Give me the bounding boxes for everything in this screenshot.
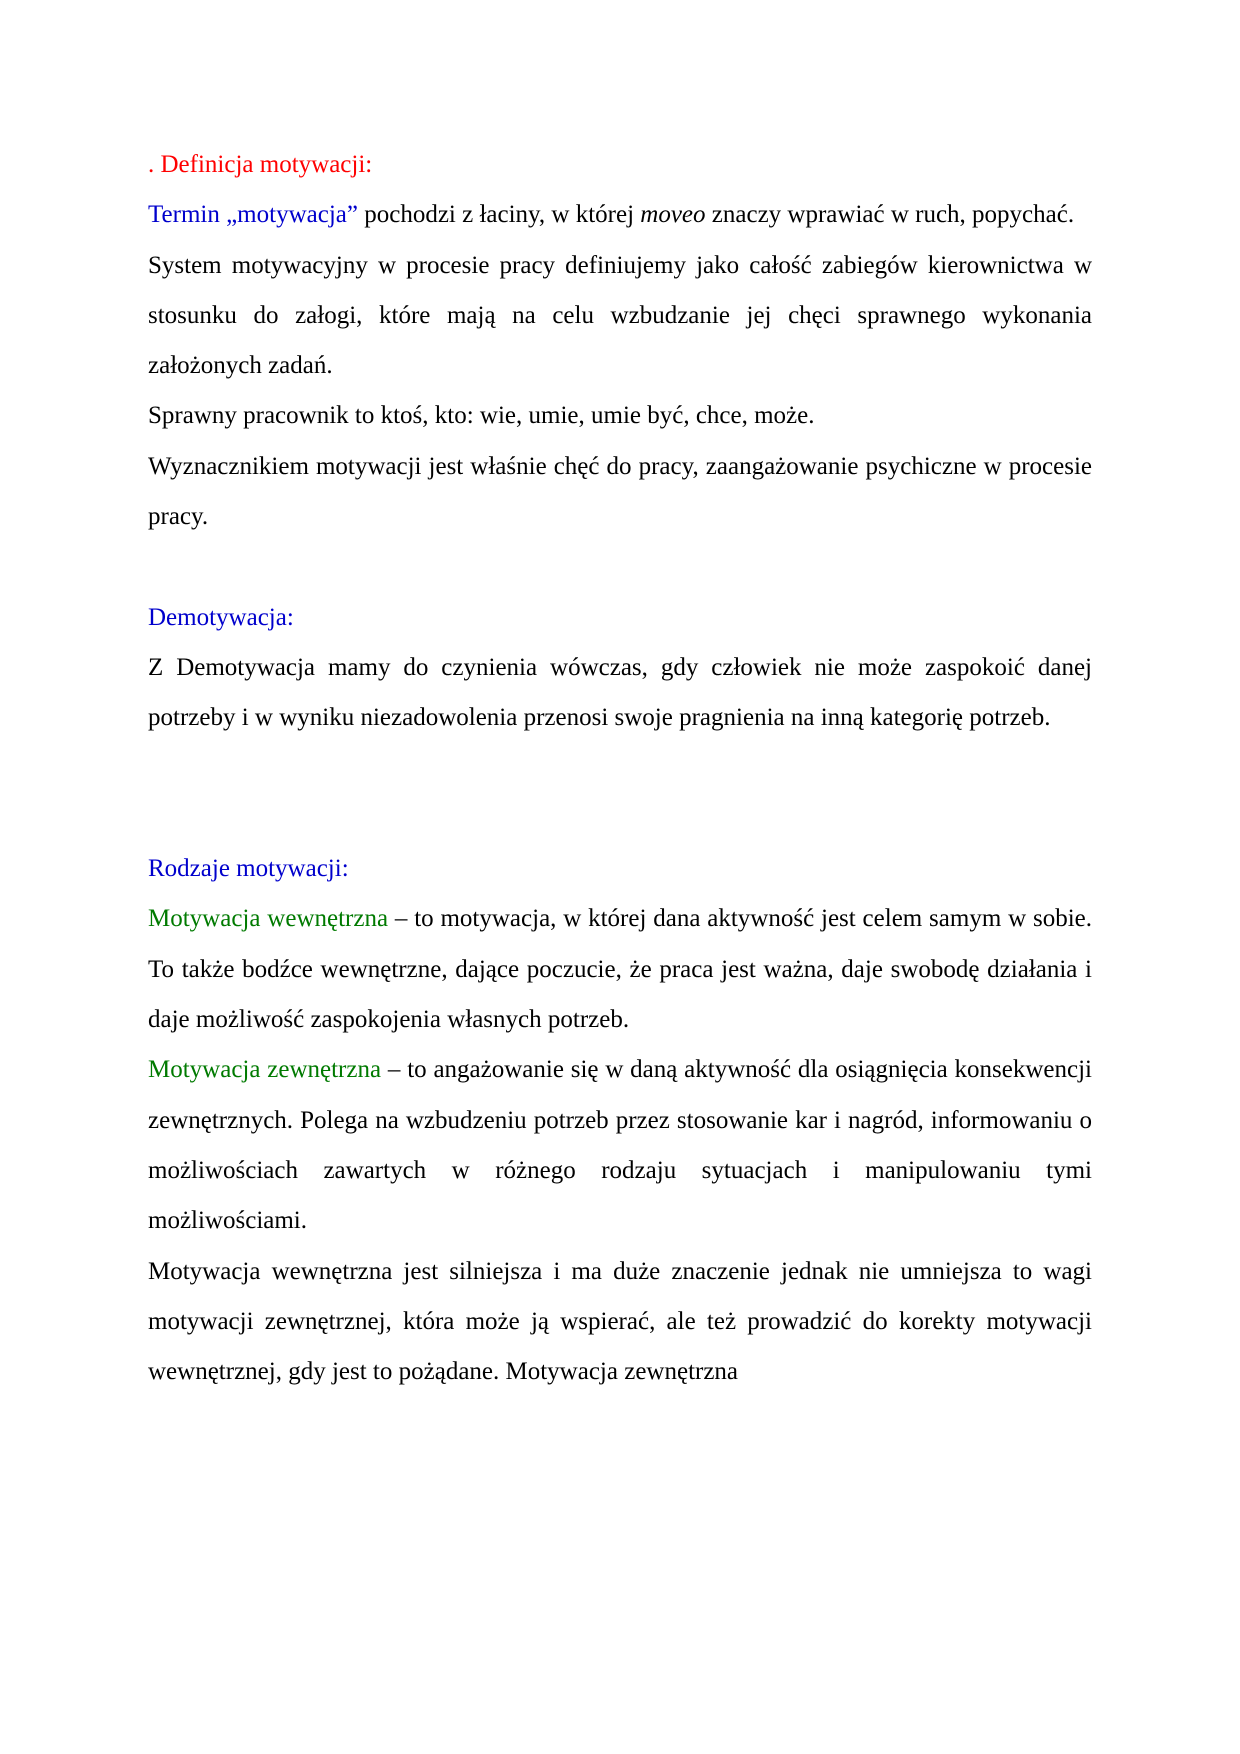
- term-extrinsic: Motywacja zewnętrzna: [148, 1056, 382, 1084]
- blank-line: [148, 794, 1092, 844]
- heading-definition: . Definicja motywacji:: [148, 151, 373, 178]
- blank-line: [148, 542, 1092, 592]
- document-body: [148, 140, 1092, 1397]
- paragraph-comparison: Motywacja wewnętrzna jest silniejsza i ma duże znaczenie jednak nie umniejsza to wagi motywacji zewnętrznej, która może ją wspierać, ale też prowadzić do korekty motywacji wewnętrznej, gdy jest to pożądane. Motywacja zewnętrzna: [148, 1257, 1092, 1386]
- paragraph-system: System motywacyjny w procesie pracy definiujemy jako całość zabiegów kierownictwa w stosunku do załogi, które mają na celu wzbudzanie jej chęci sprawnego wykonania założonych zadań.: [148, 251, 1092, 380]
- paragraph-intrinsic: [148, 894, 1092, 1045]
- paragraph-term-origin: [148, 190, 1092, 240]
- paragraph-worker: Sprawny pracownik to ktoś, kto: wie, umie, umie być, chce, może.: [148, 402, 815, 430]
- term-motivation: Termin „motywacja”: [148, 201, 358, 229]
- paragraph-extrinsic: [148, 1045, 1092, 1246]
- blank-line: [148, 744, 1092, 794]
- paragraph-text: pochodzi z łaciny, w której: [357, 201, 641, 229]
- paragraph-determinant: Wyznacznikiem motywacji jest właśnie chęć do pracy, zaangażowanie psychiczne w procesie pracy.: [148, 452, 1092, 531]
- term-intrinsic: Motywacja wewnętrzna: [148, 905, 389, 933]
- heading-types: Rodzaje motywacji:: [148, 855, 349, 883]
- paragraph-demotivation: Z Demotywacja mamy do czynienia wówczas, gdy człowiek nie może zaspokoić danej potrzeby i w wyniku niezadowolenia przenosi swoje pragnienia na inną kategorię potrzeb.: [148, 653, 1092, 732]
- paragraph-text: – to motywacja, w której dana aktywność jest celem samym w sobie. To także bodźce wewnętrzne, dające poczucie, że praca jest ważna, daje swobodę działania i daje możliwość zaspokojenia własnych potrzeb.: [148, 905, 1093, 1034]
- heading-demotivation: Demotywacja:: [148, 603, 294, 631]
- paragraph-text: znaczy wprawiać w ruch, popychać.: [705, 201, 1075, 229]
- paragraph-text: – to angażowanie się w daną aktywność dla osiągnięcia konsekwencji zewnętrznych. Polega na wzbudzeniu potrzeb przez stosowanie kar i nagród, informowaniu o możliwościach zawartych w różnego rodzaju sytuacjach i manipulowaniu tymi możliwościami.: [148, 1056, 1092, 1235]
- latin-word: moveo: [640, 201, 706, 229]
